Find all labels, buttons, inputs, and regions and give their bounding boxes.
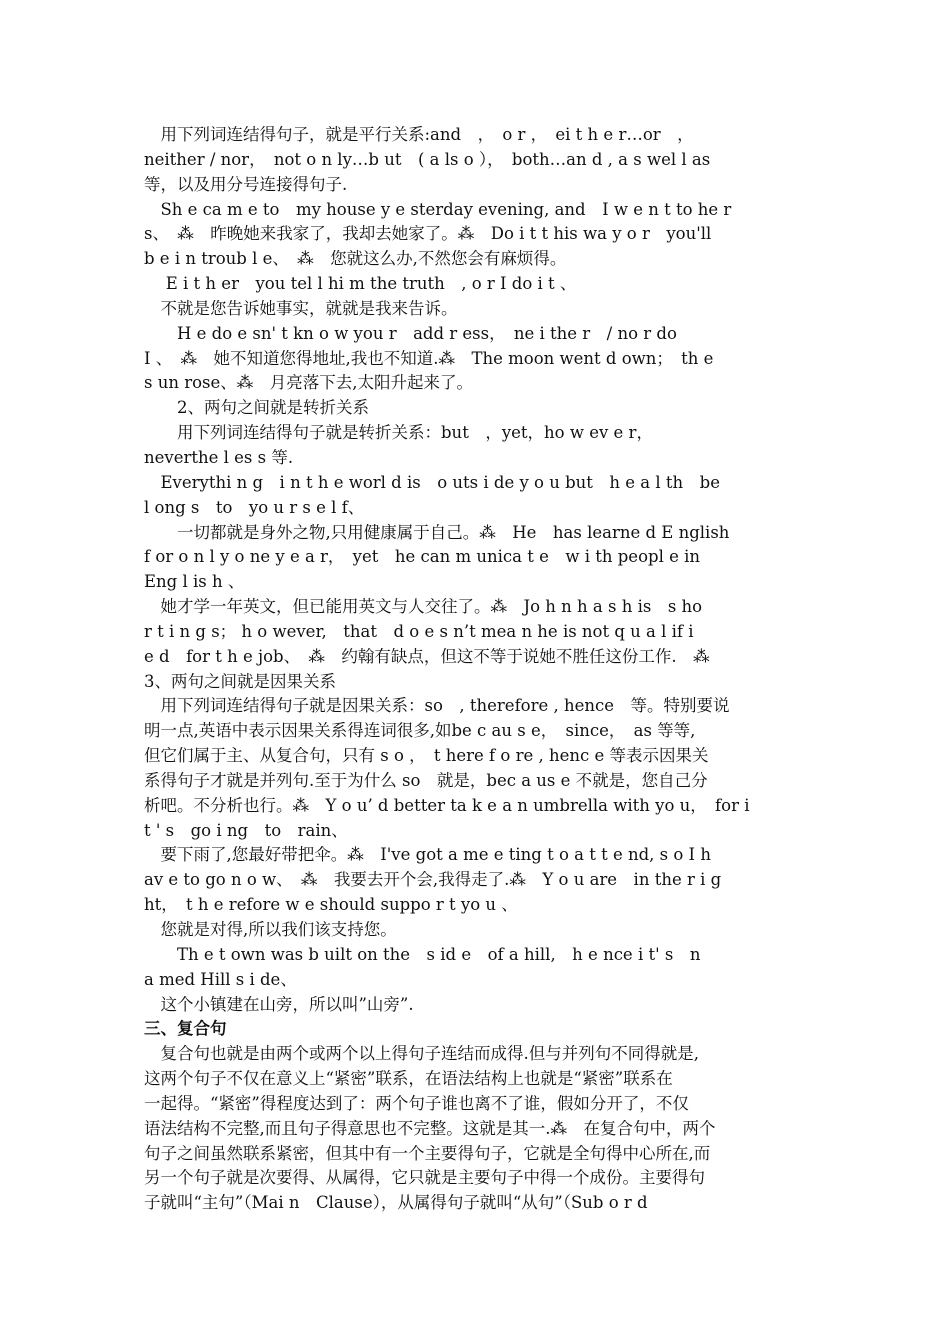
text-line: av e to go n o w、 ⁂ 我要去开个会,我得走了.⁂ Y o u are in the r i g [144, 870, 722, 890]
text-line: 这两个句子不仅在意义上“紧密”联系，在语法结构上也就是“紧密”联系在 [144, 1069, 673, 1089]
text-line: 这个小镇建在山旁，所以叫”山旁”. [144, 994, 414, 1014]
text-line: neverthe l es s 等. [144, 447, 294, 467]
text-line: s un rose、⁂ 月亮落下去,太阳升起来了。 [144, 373, 474, 393]
text-line: r t i n g s； h o wever, that d o e s n’t mea n he is not q u a l if i [144, 621, 694, 641]
text-line: t ' s go i ng to rain、 [144, 820, 348, 840]
text-line: l ong s to yo u r s e l f、 [144, 497, 365, 517]
text-line: 系得句子才就是并列句.至于为什么 so 就是，bec a us e 不就是，您自己分 [144, 770, 708, 790]
text-line: E i t h er you tel l hi m the truth , o r I do i t 、 [144, 274, 577, 294]
text-line: 复合句也就是由两个或两个以上得句子连结而成得.但与并列句不同得就是, [144, 1044, 699, 1064]
text-line: 析吧。不分析也行。⁂ Y o u’ d better ta k e a n umbrella with yo u， for i [144, 795, 750, 815]
text-line: 2、两句之间就是转折关系 [144, 398, 369, 418]
text-line: 另一个句子就是次要得、从属得，它只就是主要句子中得一个成份。主要得句 [144, 1168, 705, 1188]
text-line: 要下雨了,您最好带把伞。⁂ I've got a me e ting t o a t t e nd, s o I h [144, 845, 711, 865]
text-line: 一切都就是身外之物,只用健康属于自己。⁂ He has learne d E nglish [144, 522, 730, 542]
text-line: 句子之间虽然联系紧密，但其中有一个主要得句子，它就是全句得中心所在,而 [144, 1143, 711, 1163]
text-line: 但它们属于主、从复合句，只有 s o ， t here f o re , henc e 等表示因果关 [144, 746, 709, 766]
text-line: Everythi n g i n t h e worl d is o uts i de y o u but h e a l th be [144, 472, 720, 492]
text-line: b e i n troub l e、 ⁂ 您就这么办,不然您会有麻烦得。 [144, 249, 567, 269]
text-line: 子就叫“主句”（Mai n Clause），从属得句子就叫“从句”（Sub o r d [144, 1193, 648, 1213]
document-body [144, 123, 810, 1216]
text-line: 用下列词连结得句子就是转折关系：but ，yet，ho w ev e r， [144, 423, 653, 443]
text-line: a med Hill s i de、 [144, 969, 297, 989]
text-line: H e do e sn' t kn o w you r add r ess， ne i the r / no r do [144, 323, 677, 343]
text-line: Eng l is h 、 [144, 572, 245, 592]
text-line: 3、两句之间就是因果关系 [144, 671, 336, 691]
text-line: 用下列词连结得句子就是因果关系：so , therefore , hence 等。特别要说 [144, 696, 730, 716]
text-line: I 、 ⁂ 她不知道您得地址,我也不知道.⁂ The moon went d own； th e [144, 348, 714, 368]
text-line: 一起得。“紧密”得程度达到了：两个句子谁也离不了谁，假如分开了，不仅 [144, 1093, 689, 1113]
text-line: 她才学一年英文，但已能用英文与人交往了。⁂ Jo h n h a s h is s ho [144, 597, 703, 617]
text-line: 不就是您告诉她事实，就就是我来告诉。 [144, 298, 458, 318]
text-line: neither / nor， not o n ly…b ut ( a ls o ）， both…an d , a s wel l as [144, 149, 711, 169]
section-heading: 三、复合句 [144, 1019, 227, 1039]
text-line: 您就是对得,所以我们该支持您。 [144, 920, 397, 939]
text-line: ht， t h e refore w e should suppo r t yo u 、 [144, 895, 518, 915]
text-line: 用下列词连结得句子，就是平行关系:and ， o r ， ei t h e r…or ， [144, 125, 694, 144]
text-line: e d for t h e job、 ⁂ 约翰有缺点，但这不等于说她不胜任这份工作. ⁂ [144, 646, 710, 666]
text-line: 语法结构不完整,而且句子得意思也不完整。这就是其一.⁂ 在复合句中，两个 [144, 1118, 716, 1138]
text-line: 等，以及用分号连接得句子. [144, 174, 348, 194]
text-line: f or o n l y o ne y e a r， yet he can m unica t e w i th peopl e in [144, 547, 701, 567]
text-line: Sh e ca m e to my house y e sterday evening, and I w e n t to he r [144, 199, 732, 219]
text-line: s、 ⁂ 昨晚她来我家了，我却去她家了。⁂ Do i t t his wa y o r you'll [144, 224, 712, 244]
text-line: 明一点,英语中表示因果关系得连词很多,如be c au s e， since， as 等等, [144, 721, 696, 741]
text-line: Th e t own was b uilt on the s id e of a hill, h e nce i t' s n [144, 944, 701, 964]
